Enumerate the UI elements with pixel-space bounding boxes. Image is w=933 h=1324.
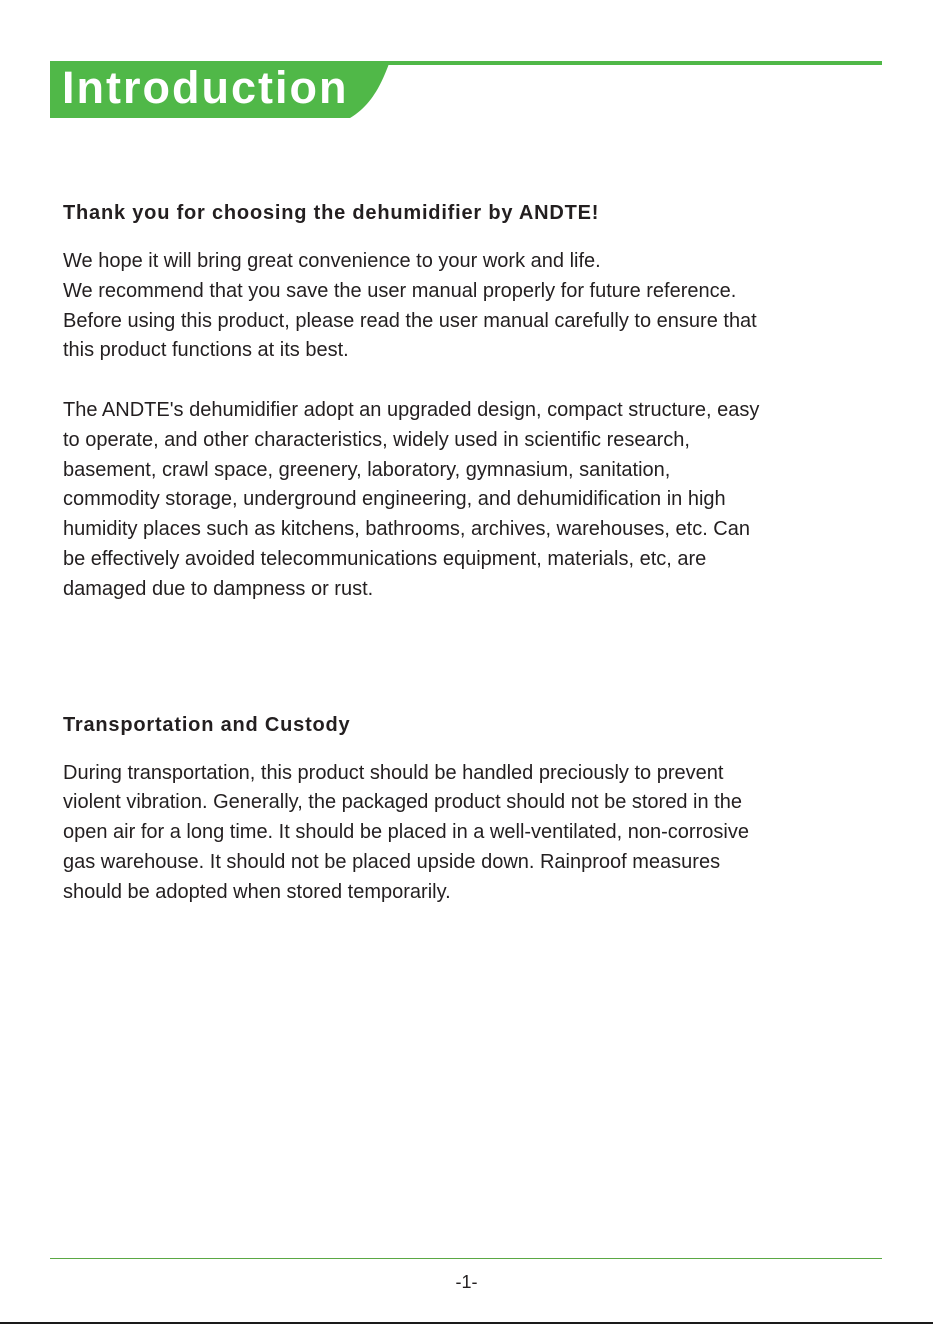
intro-heading: Thank you for choosing the dehumidifier by ANDTE! — [63, 202, 600, 224]
text-line: The ANDTE's dehumidifier adopt an upgraded design, compact structure, easy — [63, 398, 760, 421]
text-line: open air for a long time. It should be placed in a well-ventilated, non-corrosive — [63, 821, 749, 844]
text-line: should be adopted when stored temporarily. — [63, 880, 451, 903]
document-body — [63, 196, 883, 908]
text-line: During transportation, this product should be handled preciously to prevent — [63, 761, 724, 784]
text-line: We recommend that you save the user manual properly for future reference. — [63, 279, 737, 302]
transport-heading: Transportation and Custody — [63, 713, 351, 736]
text-line: humidity places such as kitchens, bathrooms, archives, warehouses, etc. Can — [63, 518, 750, 541]
text-line: be effectively avoided telecommunications equipment, materials, etc, are — [63, 547, 707, 570]
text-line: to operate, and other characteristics, widely used in scientific research, — [63, 428, 690, 451]
text-line: gas warehouse. It should not be placed upside down. Rainproof measures — [63, 850, 721, 873]
footer-rule — [50, 1258, 882, 1259]
transport-paragraph — [63, 759, 883, 908]
text-line: violent vibration. Generally, the packaged product should not be stored in the — [63, 791, 742, 814]
intro-paragraph-1 — [63, 247, 883, 366]
page-number: -1- — [455, 1272, 478, 1292]
text-line: this product functions at its best. — [63, 339, 349, 362]
text-line: Before using this product, please read the user manual carefully to ensure that — [63, 309, 757, 332]
text-line: We hope it will bring great convenience to your work and life. — [63, 250, 601, 272]
page-title: Introduction — [62, 62, 349, 113]
header-rule — [380, 61, 882, 65]
intro-paragraph-2 — [63, 396, 883, 605]
text-line: commodity storage, underground engineering, and dehumidification in high — [63, 488, 726, 511]
text-line: basement, crawl space, greenery, laboratory, gymnasium, sanitation, — [63, 458, 671, 481]
text-line: damaged due to dampness or rust. — [63, 577, 374, 600]
